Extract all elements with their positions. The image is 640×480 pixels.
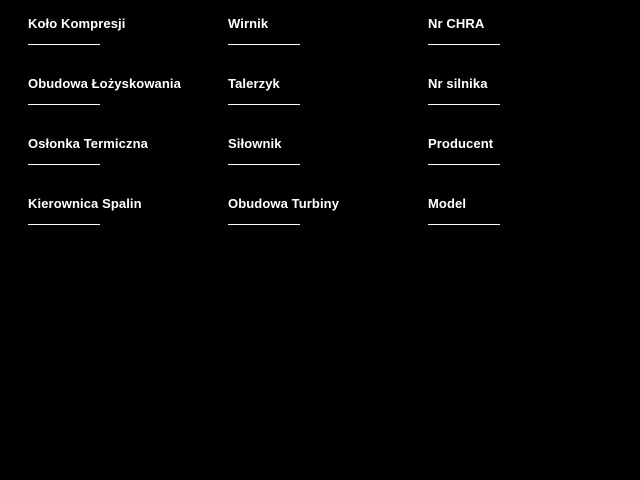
field-kierownica-spalin[interactable] <box>0 180 200 240</box>
field-label: Siłownik <box>228 136 282 151</box>
field-underline <box>428 164 500 165</box>
field-underline <box>428 104 500 105</box>
field-underline <box>228 164 300 165</box>
field-underline <box>228 44 300 45</box>
field-label: Osłonka Termiczna <box>28 136 148 151</box>
field-nr-silnika[interactable] <box>400 60 600 120</box>
field-producent[interactable] <box>400 120 600 180</box>
field-underline <box>228 224 300 225</box>
field-underline <box>28 224 100 225</box>
field-underline <box>28 164 100 165</box>
field-wirnik[interactable] <box>200 0 400 60</box>
field-obudowa-lozyskowania[interactable] <box>0 60 200 120</box>
field-underline <box>28 104 100 105</box>
field-oslonka-termiczna[interactable] <box>0 120 200 180</box>
field-underline <box>428 44 500 45</box>
field-label: Obudowa Łożyskowania <box>28 76 181 91</box>
field-label: Talerzyk <box>228 76 280 91</box>
field-label: Nr silnika <box>428 76 488 91</box>
field-model[interactable] <box>400 180 600 240</box>
field-silownik[interactable] <box>200 120 400 180</box>
field-kolo-kompresji[interactable] <box>0 0 200 60</box>
field-label: Obudowa Turbiny <box>228 196 340 211</box>
field-label: Kierownica Spalin <box>28 196 142 211</box>
field-obudowa-turbiny[interactable] <box>200 180 400 240</box>
field-talerzyk[interactable] <box>200 60 400 120</box>
field-underline <box>28 44 100 45</box>
field-label: Koło Kompresji <box>28 16 126 31</box>
field-underline <box>228 104 300 105</box>
field-label: Wirnik <box>228 16 269 31</box>
field-label: Producent <box>428 136 494 151</box>
field-nr-chra[interactable] <box>400 0 600 60</box>
field-label: Model <box>428 196 467 211</box>
field-underline <box>428 224 500 225</box>
field-label: Nr CHRA <box>428 16 485 31</box>
